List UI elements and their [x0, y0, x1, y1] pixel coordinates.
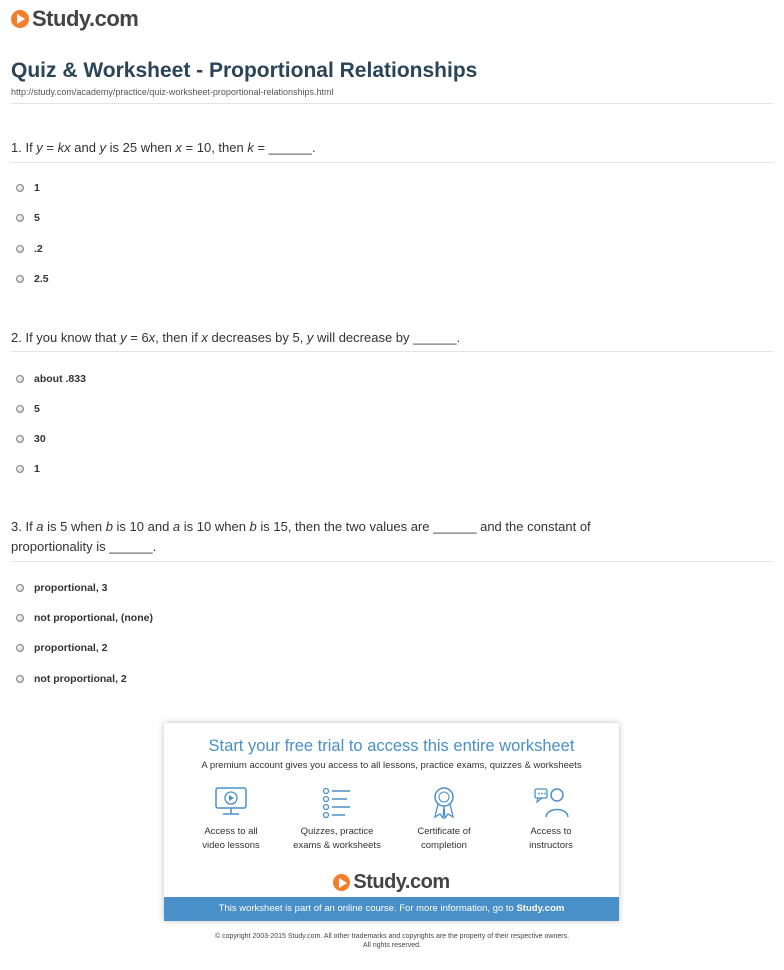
variable: k [247, 140, 254, 155]
option-label: .2 [34, 243, 43, 255]
option-label: 5 [34, 403, 40, 415]
free-trial-promo [164, 723, 619, 921]
q2-option-2[interactable] [16, 403, 40, 415]
radio-icon[interactable] [16, 275, 24, 283]
play-logo-icon [333, 874, 350, 891]
option-label: not proportional, 2 [34, 673, 127, 685]
option-label: 30 [34, 433, 46, 445]
question-3: 3. If a is 5 when b is 10 and a is 10 when b is 15, then the two values are ______ and the constant of proportionality is ______. [11, 519, 591, 554]
q3-option-2[interactable] [16, 612, 153, 624]
option-label: not proportional, (none) [34, 612, 153, 624]
q3-option-1[interactable] [16, 582, 108, 594]
promo-title[interactable]: Start your free trial to access this entire worksheet [208, 737, 575, 755]
variable: kx [57, 140, 71, 155]
variable: b [249, 519, 257, 534]
variable: x [175, 140, 182, 155]
option-label: 1 [34, 182, 40, 194]
logo-text: Study.com [353, 871, 450, 893]
feature-video-lessons [176, 785, 286, 853]
promo-info-bar [164, 897, 619, 921]
variable: y [36, 140, 43, 155]
divider [11, 103, 773, 104]
variable: y [120, 330, 127, 345]
option-label: proportional, 2 [34, 642, 108, 654]
q2-option-3[interactable] [16, 433, 46, 445]
page-title: Quiz & Worksheet - Proportional Relationships [11, 59, 478, 82]
quiz-list-icon [319, 785, 355, 819]
radio-icon[interactable] [16, 214, 24, 222]
feature-label: Quizzes, practice exams & worksheets [293, 826, 381, 851]
radio-icon[interactable] [16, 675, 24, 683]
radio-icon[interactable] [16, 245, 24, 253]
radio-icon[interactable] [16, 584, 24, 592]
q2-option-1[interactable] [16, 373, 86, 385]
copyright-line-1: © copyright 2003-2015 Study.com. All other trademarks and copyrights are the property of their respective owners. [214, 933, 570, 940]
feature-label: Certificate of completion [417, 826, 471, 851]
option-label: proportional, 3 [34, 582, 108, 594]
radio-icon[interactable] [16, 184, 24, 192]
promo-study-logo[interactable] [164, 871, 619, 894]
divider [11, 162, 773, 163]
divider [11, 561, 773, 562]
radio-icon[interactable] [16, 644, 24, 652]
q1-option-4[interactable] [16, 273, 49, 285]
feature-quizzes [282, 785, 392, 853]
option-label: 2.5 [34, 273, 49, 285]
variable: x [201, 330, 208, 345]
variable: b [105, 519, 113, 534]
feature-instructors [496, 785, 606, 853]
promo-subtitle: A premium account gives you access to all lessons, practice exams, quizzes & worksheets [201, 760, 582, 771]
study-logo[interactable] [11, 6, 138, 32]
q2-option-4[interactable] [16, 463, 40, 475]
radio-icon[interactable] [16, 375, 24, 383]
q3-option-4[interactable] [16, 673, 127, 685]
option-label: 5 [34, 212, 40, 224]
page-url: http://study.com/academy/practice/quiz-worksheet-proportional-relationships.html [11, 87, 334, 97]
q3-option-3[interactable] [16, 642, 108, 654]
certificate-icon [426, 785, 462, 819]
variable: y [306, 330, 314, 345]
radio-icon[interactable] [16, 435, 24, 443]
q1-option-3[interactable] [16, 243, 43, 255]
variable: a [36, 519, 44, 534]
feature-certificate [389, 785, 499, 853]
question-1: 1. If y = kx and y is 25 when x = 10, then k = ______. [11, 140, 316, 155]
question-2: 2. If you know that y = 6x, then if x decreases by 5, y will decrease by ______. [11, 330, 461, 345]
option-label: about .833 [34, 373, 86, 385]
video-lesson-icon [213, 785, 249, 819]
play-logo-icon [11, 10, 29, 28]
variable: a [172, 519, 181, 534]
radio-icon[interactable] [16, 405, 24, 413]
variable: x [148, 330, 156, 345]
radio-icon[interactable] [16, 465, 24, 473]
variable: y [99, 140, 107, 155]
feature-label: Access to instructors [529, 826, 573, 851]
study-com-link[interactable]: Study.com [516, 903, 565, 914]
feature-label: Access to all video lessons [202, 826, 260, 851]
q1-option-2[interactable] [16, 212, 40, 224]
radio-icon[interactable] [16, 614, 24, 622]
copyright [0, 932, 784, 950]
instructor-icon [533, 785, 569, 819]
copyright-line-2: All rights reserved. [363, 942, 421, 949]
q1-option-1[interactable] [16, 182, 40, 194]
option-label: 1 [34, 463, 40, 475]
promo-bar-text: This worksheet is part of an online course. For more information, go to [218, 903, 517, 914]
divider [11, 351, 773, 352]
logo-text: Study.com [32, 6, 139, 31]
